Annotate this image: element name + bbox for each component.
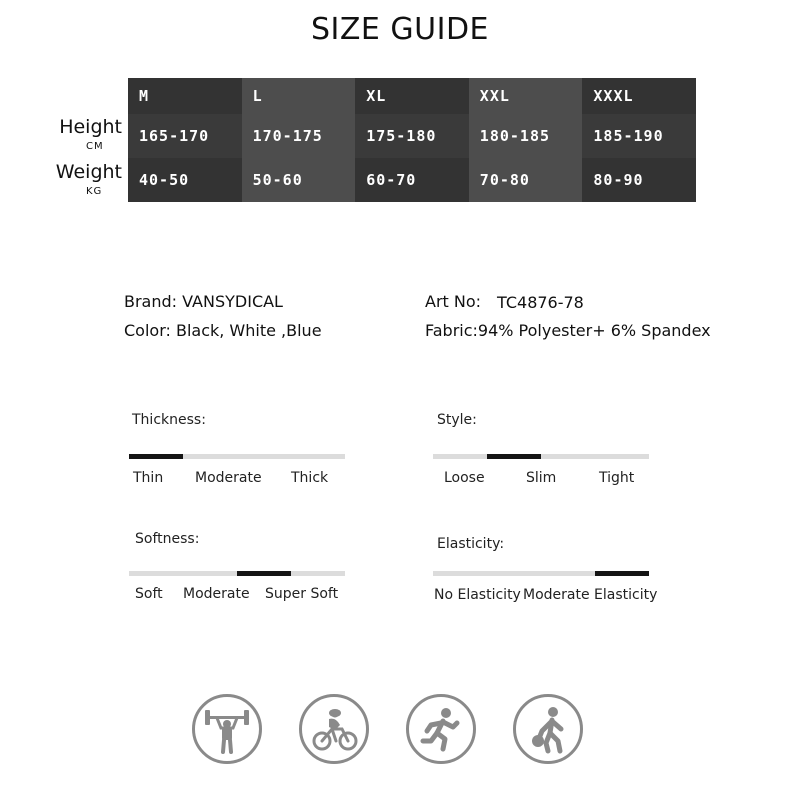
style-title: Style: [437,412,477,428]
elasticity-marker [595,571,649,576]
art-no-value: TC4876-78 [497,293,584,312]
elasticity-scale [433,571,649,576]
cycling-icon [299,694,369,764]
weight-cell: 80-90 [582,158,696,202]
running-icon [406,694,476,764]
elasticity-title: Elasticity: [437,536,505,552]
style-tick: Loose [444,470,485,486]
thickness-marker [129,454,183,459]
weightlifting-icon [192,694,262,764]
size-header: XXXL [582,78,696,114]
size-header: M [128,78,242,114]
color-text: Color: Black, White ,Blue [124,321,322,340]
weight-cell: 40-50 [128,158,242,202]
style-tick: Tight [599,470,635,486]
elasticity-tick: Moderate Elasticity [523,587,658,603]
thickness-scale [129,454,345,459]
height-cell: 165-170 [128,114,242,158]
softness-title: Softness: [135,531,200,547]
weight-cell: 50-60 [242,158,356,202]
height-row-label: Height [59,116,122,138]
brand-text: Brand: VANSYDICAL [124,292,283,311]
weight-cell: 70-80 [469,158,583,202]
size-table [128,78,696,202]
height-cell: 185-190 [582,114,696,158]
softness-tick: Moderate [183,586,250,602]
style-scale [433,454,649,459]
style-marker [487,454,541,459]
size-header: L [242,78,356,114]
height-cell: 180-185 [469,114,583,158]
fabric-text: Fabric:94% Polyester+ 6% Spandex [425,321,711,340]
art-no-label: Art No: [425,292,482,311]
page-title: SIZE GUIDE [310,12,490,47]
thickness-tick: Moderate [195,470,262,486]
softness-tick: Super Soft [265,586,339,602]
size-header: XXL [469,78,583,114]
height-cell: 170-175 [242,114,356,158]
elasticity-tick: No Elasticity [434,587,521,603]
softness-tick: Soft [135,586,163,602]
size-header: XL [355,78,469,114]
weight-cell: 60-70 [355,158,469,202]
thickness-title: Thickness: [132,412,206,428]
height-cell: 175-180 [355,114,469,158]
softness-marker [237,571,291,576]
weight-row-label: Weight [55,161,122,183]
height-unit: CM [86,141,104,152]
softness-scale [129,571,345,576]
style-tick: Slim [526,470,557,486]
thickness-tick: Thin [133,470,164,486]
weight-unit: KG [86,186,103,197]
basketball-icon [513,694,583,764]
thickness-tick: Thick [291,470,329,486]
